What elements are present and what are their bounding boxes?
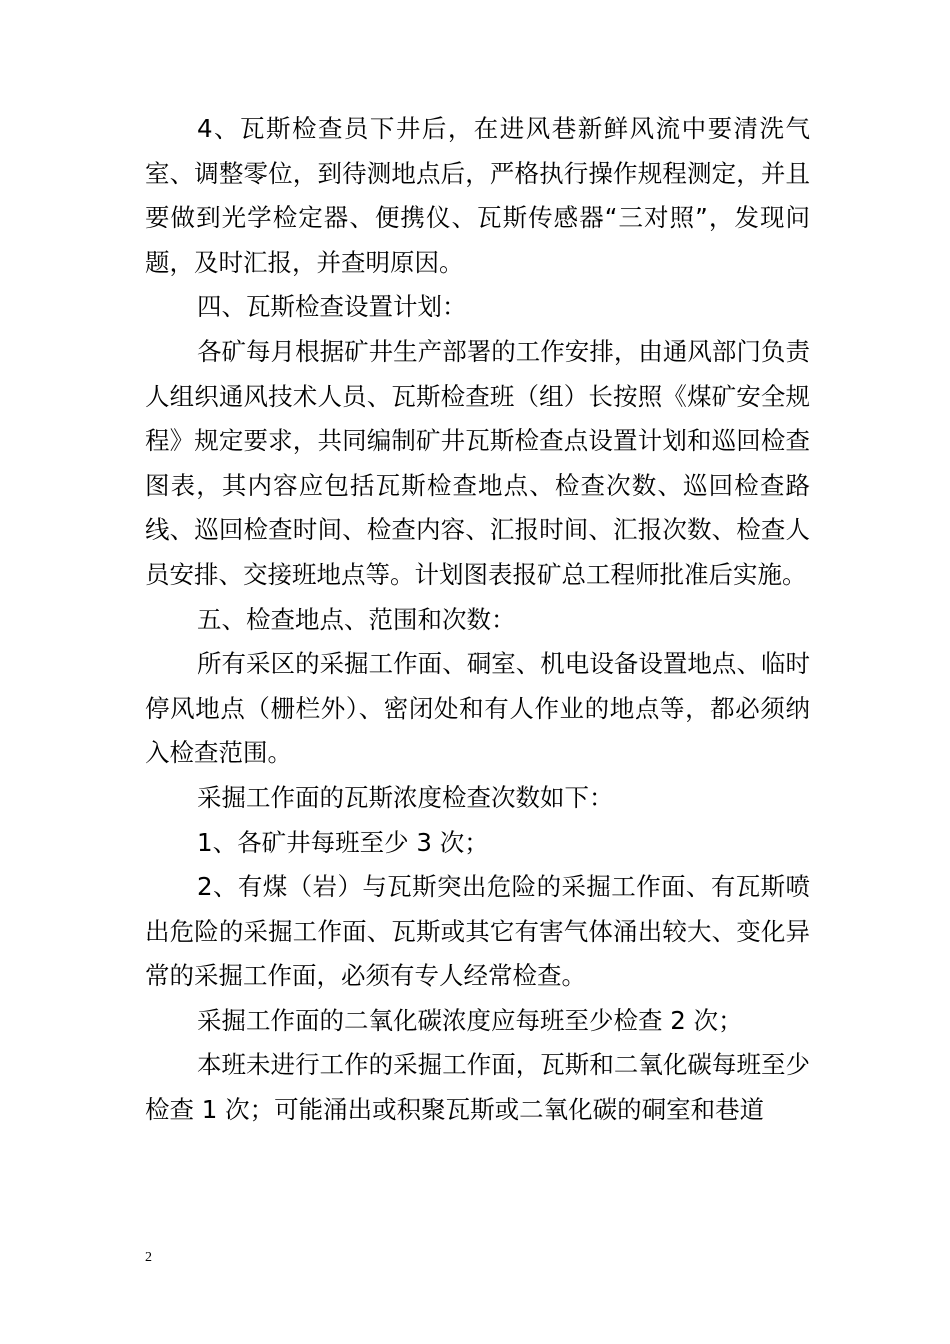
list-item: 1、各矿井每班至少 3 次； [197,827,489,857]
paragraph: 本班未进行工作的采掘工作面，瓦斯和二氧化碳每班至少检查 1 次；可能涌出或积聚瓦斯或二氧化碳的硐室和巷道 [145,1050,810,1125]
paragraph: 4、瓦斯检查员下井后，在进风巷新鲜风流中要清洗气室、调整零位，到待测地点后，严格执行操作规程测定，并且要做到光学检定器、便携仪、瓦斯传感器“三对照”，发现问题，及时汇报，并查明原因。 [145,114,810,277]
section-heading: 五、检查地点、范围和次数： [197,604,516,634]
document-body [145,107,810,1133]
list-item: 2、有煤（岩）与瓦斯突出危险的采掘工作面、有瓦斯喷出危险的采掘工作面、瓦斯或其它有害气体涌出较大、变化异常的采掘工作面，必须有专人经常检查。 [145,872,810,991]
page-number: 2 [145,1250,152,1265]
section-heading: 四、瓦斯检查设置计划： [197,292,467,322]
paragraph: 采掘工作面的瓦斯浓度检查次数如下： [197,782,614,812]
paragraph: 各矿每月根据矿井生产部署的工作安排，由通风部门负责人组织通风技术人员、瓦斯检查班（组）长按照《煤矿安全规程》规定要求，共同编制矿井瓦斯检查点设置计划和巡回检查图表，其内容应包括瓦斯检查地点、检查次数、巡回检查路线、巡回检查时间、检查内容、汇报时间、汇报次数、检查人员安排、交接班地点等。计划图表报矿总工程师批准后实施。 [145,336,810,589]
paragraph: 采掘工作面的二氧化碳浓度应每班至少检查 2 次； [197,1005,743,1035]
paragraph: 所有采区的采掘工作面、硐室、机电设备设置地点、临时停风地点（栅栏外）、密闭处和有人作业的地点等，都必须纳入检查范围。 [145,649,810,768]
